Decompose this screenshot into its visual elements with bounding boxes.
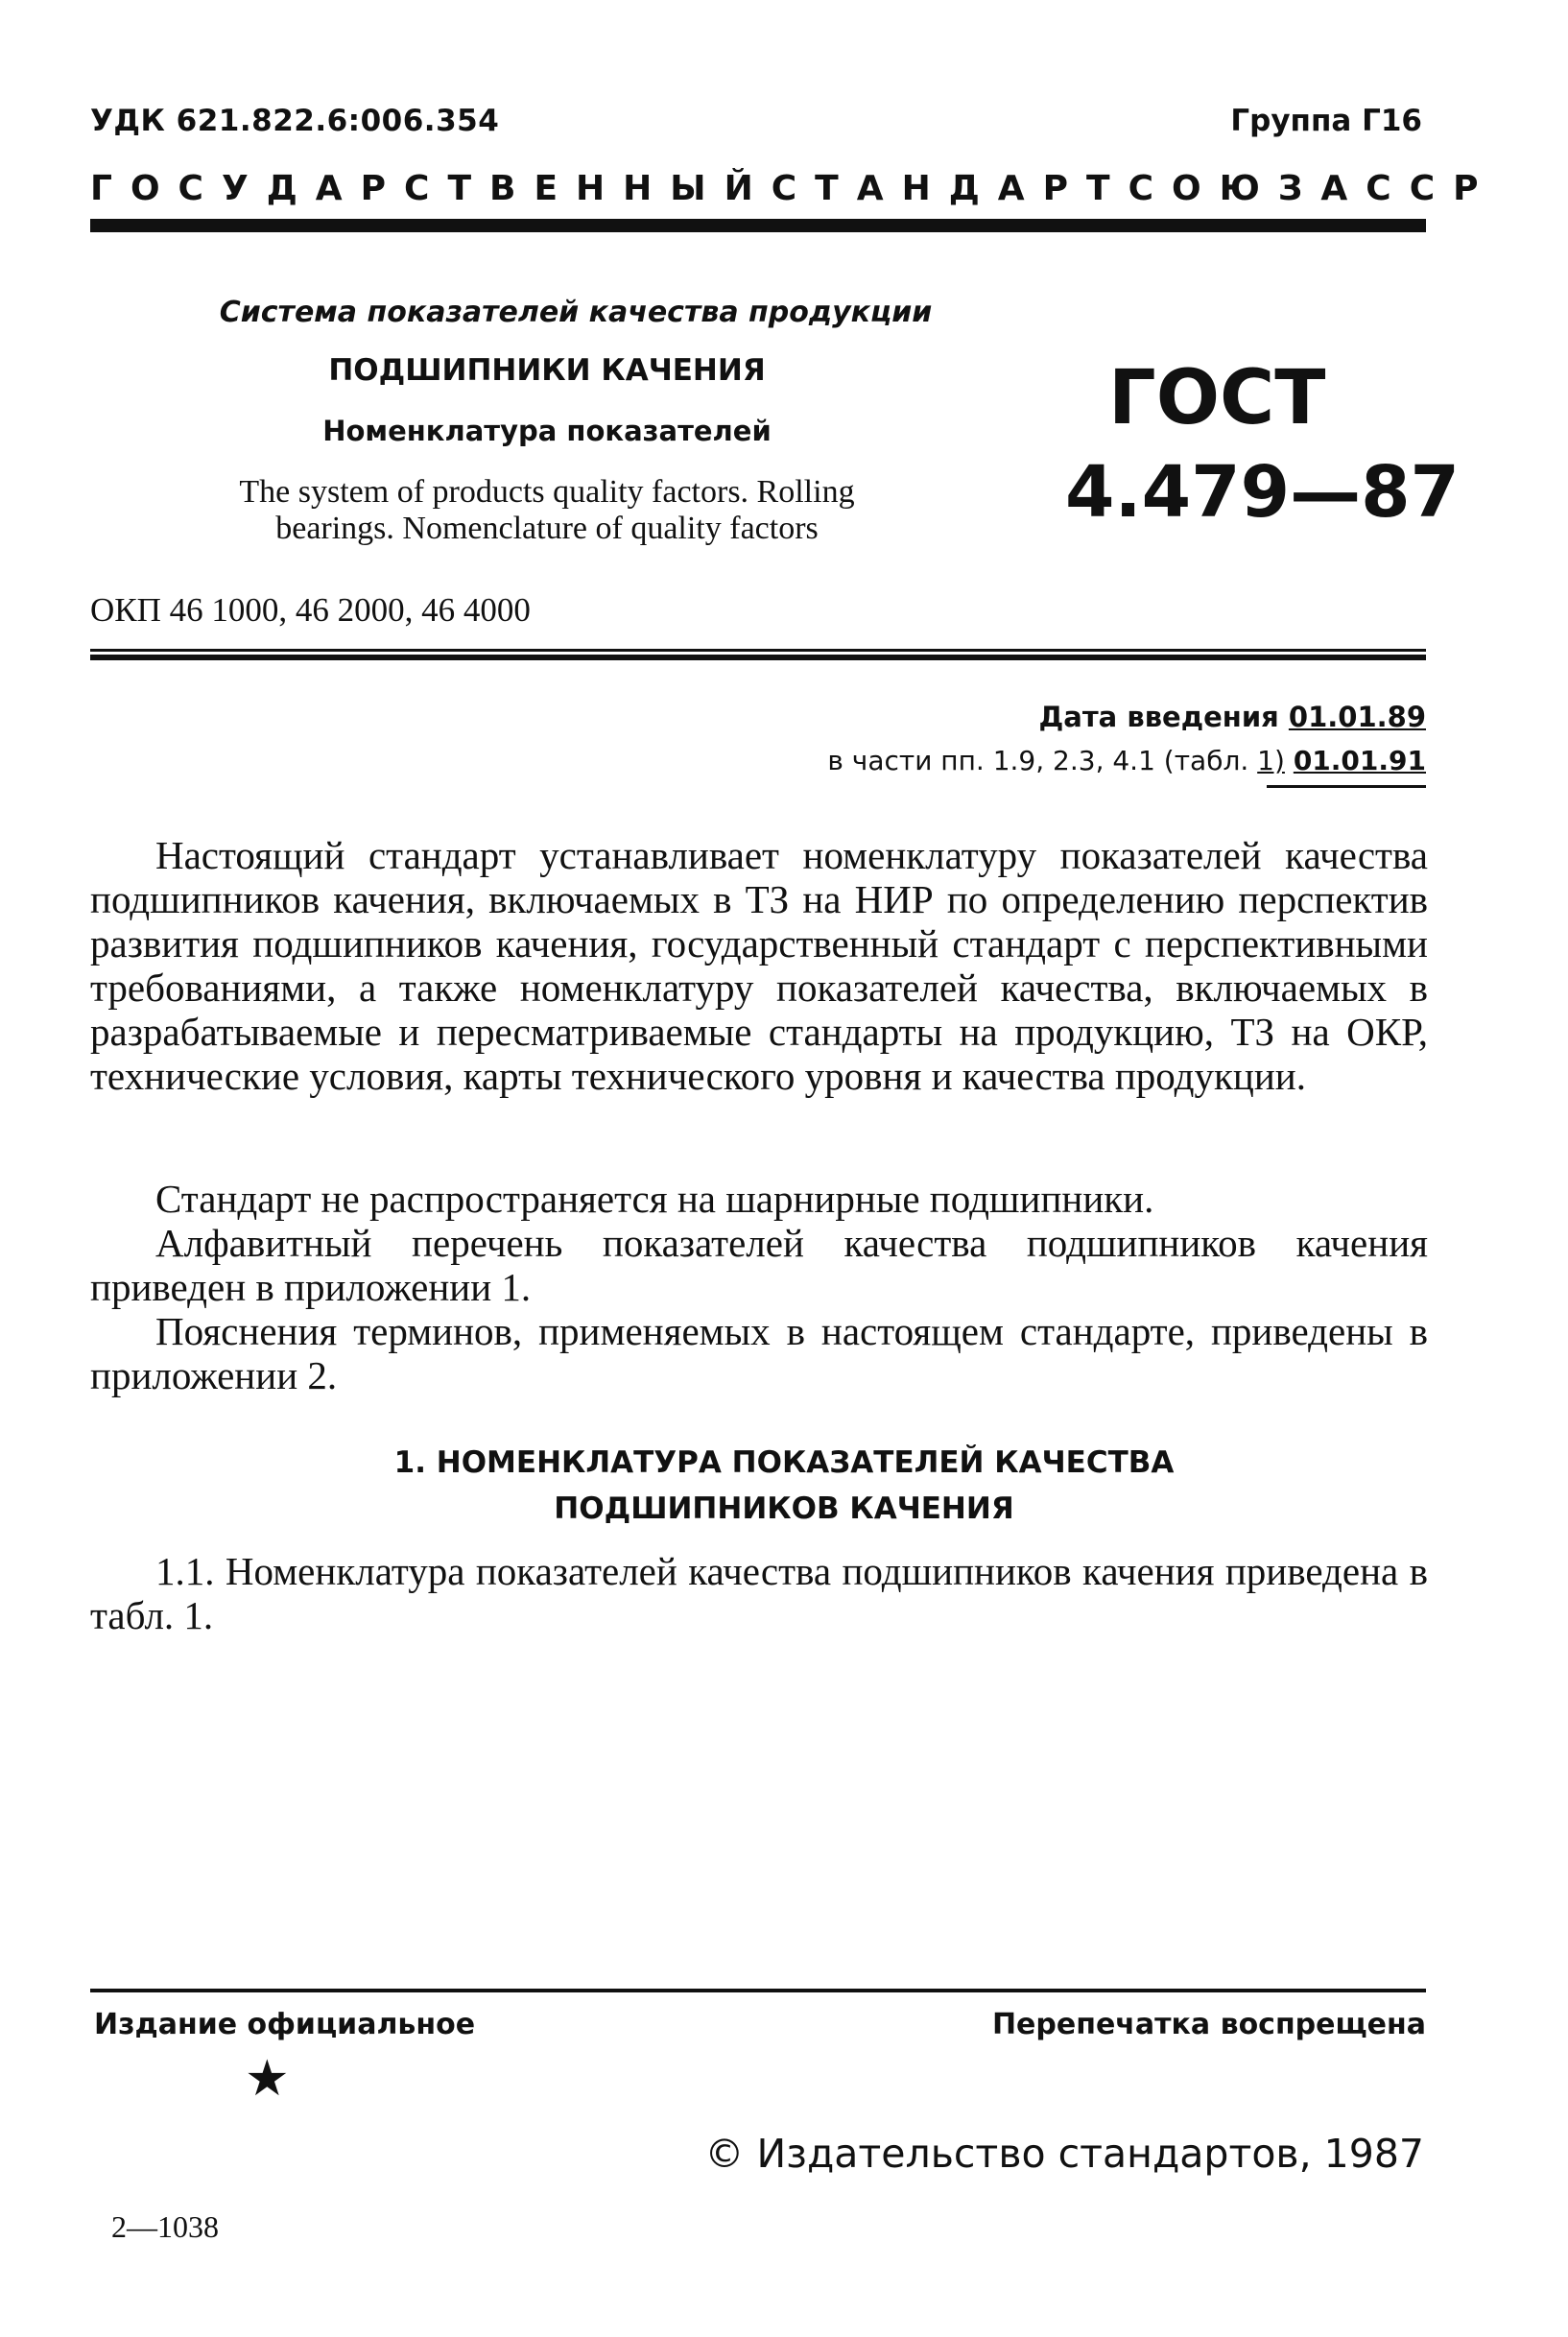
copyright-icon: © [704,2131,745,2177]
introduction-date-value: 01.01.89 [1288,701,1426,733]
document-subtitle: Номенклатура показателей [322,415,772,447]
gov-title-word: СОЮЗА [1128,169,1366,208]
official-edition: Издание официальное [94,2008,476,2041]
okp-codes: ОКП 46 1000, 46 2000, 46 4000 [90,591,531,629]
publisher-name: Издательство стандартов, 1987 [756,2131,1424,2177]
footer-divider [90,1989,1426,1992]
appendix1-paragraph: Алфавитный перечень показателей качества подшипников качения приведен в приложении 1. [90,1221,1428,1309]
gov-title-word: ГОСУДАРСТВЕННЫЙ [90,169,772,208]
document-title: ПОДШИПНИКИ КАЧЕНИЯ [328,353,766,388]
date-underline [1267,785,1426,788]
partial-date-value: 01.01.91 [1293,745,1426,776]
udc-code: УДК 621.822.6:006.354 [90,104,500,138]
publisher-copyright [704,2131,1424,2177]
gov-title-word: ССР [1366,169,1497,208]
reprint-prohibited: Перепечатка воспрещена [991,2008,1426,2041]
title-divider-thin [90,649,1426,652]
header-divider [90,219,1426,232]
section-heading-line: ПОДШИПНИКОВ КАЧЕНИЯ [554,1491,1014,1526]
partial-date-ref: 1) [1257,745,1285,776]
partial-introduction-date [827,745,1426,776]
scope-paragraph: Стандарт не распространяется на шарнирные подшипники. [155,1177,1154,1221]
group-code: Группа Г16 [1230,104,1422,138]
system-title: Система показателей качества продукции [219,296,933,329]
section-heading-line: 1. НОМЕНКЛАТУРА ПОКАЗАТЕЛЕЙ КАЧЕСТВА [393,1445,1175,1480]
gost-label: ГОСТ [1108,355,1326,441]
gost-number: 4.479—87 [1065,451,1461,534]
gov-title-word: СТАНДАРТ [771,169,1128,208]
section-paragraph: 1.1. Номенклатура показателей качества подшипников качения приведена в табл. 1. [90,1549,1428,1637]
introduction-date [1038,701,1426,733]
intro-paragraph: Настоящий стандарт устанавливает номенклатуру показателей качества подшипников качения, включаемых в ТЗ на НИР по определению перспектив развития подшипников качения, государственный стандарт с перспективными требованиями, а также номенклатуру показателей качества, включаемых в разрабатываемые и пересматриваемые стандарты на продукцию, ТЗ на ОКР, технические условия, карты технического уровня и качества продукции. [90,833,1428,1098]
partial-date-label: в части пп. 1.9, 2.3, 4.1 (табл. [827,745,1249,776]
introduction-date-label: Дата введения [1038,701,1279,733]
appendix2-paragraph: Пояснения терминов, применяемых в настоящем стандарте, приведены в приложении 2. [90,1309,1428,1397]
star-icon: ★ [245,2052,290,2107]
gov-standard-title [90,169,1497,208]
title-divider [90,655,1426,660]
english-title: The system of products quality factors. Rolling bearings. Nomenclature of quality factors [239,474,855,546]
section-heading [0,1440,1568,1532]
print-code: 2—1038 [111,2209,219,2244]
